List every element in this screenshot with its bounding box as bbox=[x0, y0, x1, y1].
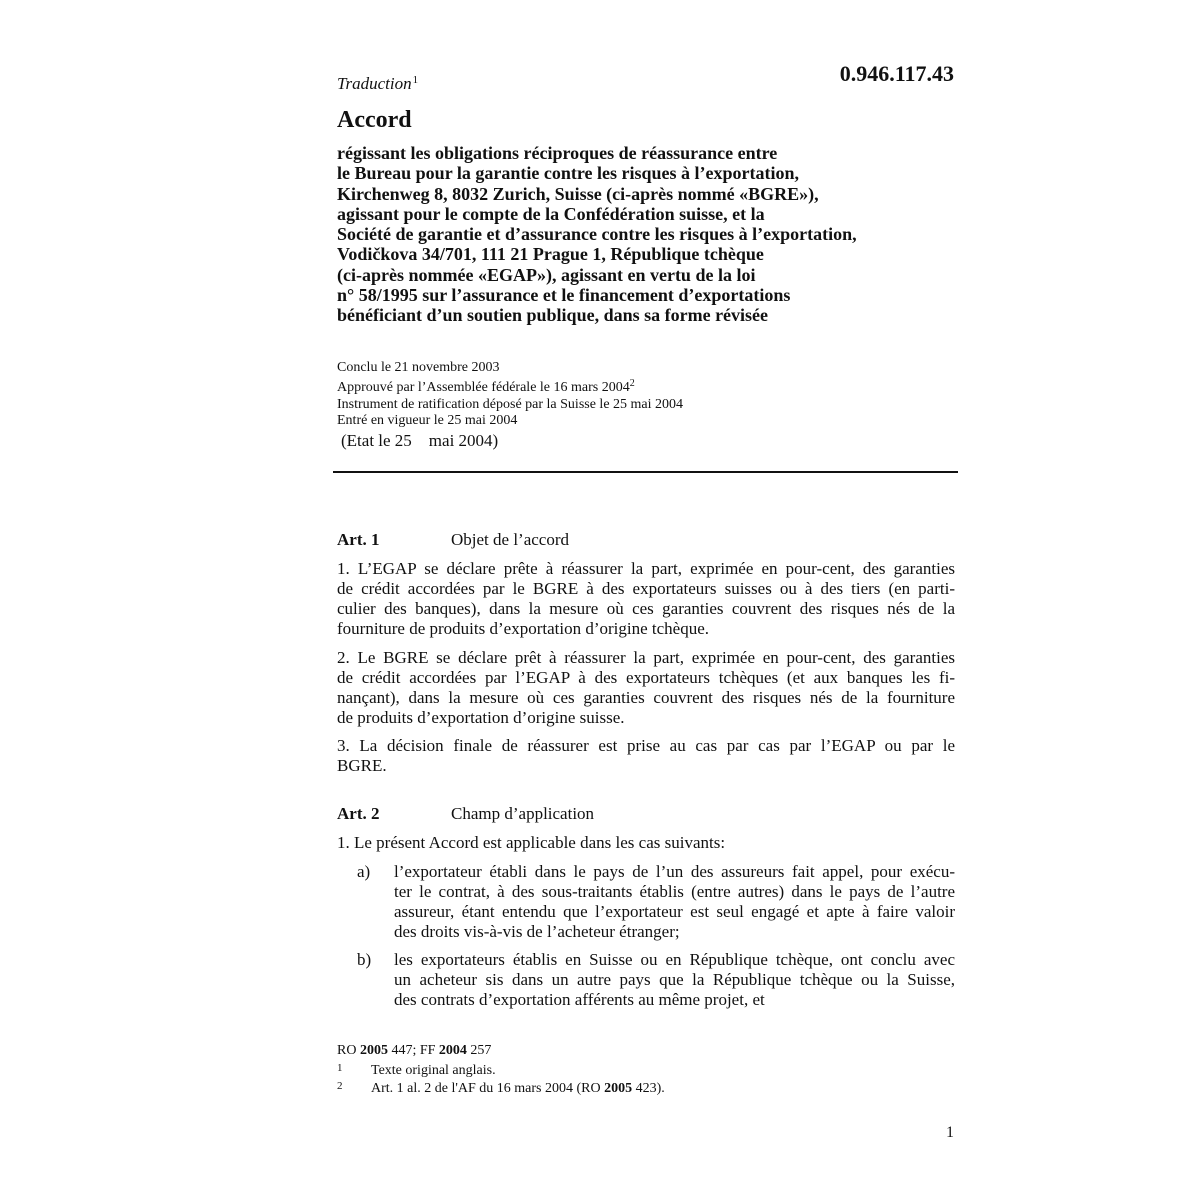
paragraph-line: des droits vis-à-vis de l’acheteur étranger; bbox=[394, 922, 680, 941]
paragraph-line: culier des banques), dans la mesure où ces garanties couvrent des risques nés de la bbox=[337, 599, 955, 618]
footnote-year: 2005 bbox=[604, 1081, 633, 1096]
paragraph-line: des contrats d’exportation afférents au même projet, et bbox=[394, 990, 765, 1009]
footnote-number: 1 bbox=[337, 1062, 343, 1074]
article-2-paragraph-1 bbox=[337, 833, 955, 853]
subtitle-line: le Bureau pour la garantie contre les risques à l’exportation, bbox=[337, 163, 799, 184]
paragraph-line: l’exportateur établi dans le pays de l’un des assureurs fait appel, pour exécu- bbox=[394, 862, 955, 881]
subtitle-line: Société de garantie et d’assurance contre les risques à l’exportation, bbox=[337, 224, 857, 245]
list-item-text bbox=[394, 950, 955, 1010]
subtitle-line: régissant les obligations réciproques de réassurance entre bbox=[337, 143, 778, 163]
article-title: Objet de l’accord bbox=[451, 530, 569, 549]
list-item-b bbox=[357, 950, 955, 1010]
footnote-number: 2 bbox=[337, 1080, 343, 1092]
translation-label bbox=[337, 74, 418, 94]
ro-year: 2005 bbox=[359, 1043, 388, 1058]
ff-page: 257 bbox=[466, 1043, 492, 1058]
article-number: Art. 1 bbox=[337, 530, 380, 549]
subtitle-line: bénéficiant d’un soutien publique, dans sa forme révisée bbox=[337, 305, 769, 326]
list-item-text bbox=[394, 862, 955, 942]
ro-prefix: RO bbox=[337, 1043, 360, 1058]
paragraph-line: un acheteur sis dans un autre pays que la République tchèque ou la Suisse, bbox=[394, 970, 955, 989]
article-2-heading bbox=[337, 804, 594, 824]
translation-text: Traduction bbox=[337, 74, 412, 93]
entry-into-force-date: Entré en vigueur le 25 mai 2004 bbox=[337, 412, 518, 428]
systematic-number: 0.946.117.43 bbox=[839, 61, 954, 86]
paragraph-line: 1. L’EGAP se déclare prête à réassurer la part, exprimée en pour-cent, des garanties bbox=[337, 559, 955, 578]
official-publication-reference bbox=[337, 1043, 491, 1059]
paragraph-line: assureur, étant entendu que l’exportateur est seul engagé et apte à faire valoir bbox=[394, 902, 955, 921]
article-1-heading bbox=[337, 530, 569, 550]
status-date: (Etat le 25 mai 2004) bbox=[341, 431, 499, 450]
article-number: Art. 2 bbox=[337, 804, 380, 823]
paragraph-line: nançant), dans la mesure où ces garanties couvrent des risques nés de la fourniture bbox=[337, 688, 955, 707]
paragraph-line: de crédit accordées par l’EGAP à des exportateurs tchèques (et aux banques les fi- bbox=[337, 668, 955, 687]
subtitle-line: Vodičkova 34/701, 111 21 Prague 1, République tchèque bbox=[337, 244, 764, 265]
paragraph-line: 1. Le présent Accord est applicable dans les cas suivants: bbox=[337, 833, 726, 852]
article-1-paragraph-2 bbox=[337, 648, 955, 728]
ff-year: 2004 bbox=[438, 1043, 467, 1058]
header-divider bbox=[333, 471, 958, 473]
approved-text: Approuvé par l’Assemblée fédérale le 16 mars 2004 bbox=[337, 380, 630, 396]
document-metadata bbox=[337, 360, 683, 429]
list-item-label: a) bbox=[357, 862, 371, 881]
paragraph-line: 2. Le BGRE se déclare prêt à réassurer la part, exprimée en pour-cent, des garanties bbox=[337, 648, 955, 667]
ratification-date: Instrument de ratification déposé par la Suisse le 25 mai 2004 bbox=[337, 396, 684, 412]
footnote-ref-1[interactable]: 1 bbox=[412, 74, 419, 86]
paragraph-line: BGRE. bbox=[337, 756, 387, 775]
list-item-a bbox=[357, 862, 955, 942]
paragraph-line: de crédit accordées par le BGRE à des exportateurs suisses ou à des tiers (en parti- bbox=[337, 579, 955, 598]
document-title: Accord bbox=[337, 107, 412, 133]
concluded-date: Conclu le 21 novembre 2003 bbox=[337, 360, 500, 375]
list-item-label: b) bbox=[357, 950, 372, 969]
paragraph-line: 3. La décision finale de réassurer est prise au cas par cas par l’EGAP ou par le bbox=[337, 736, 955, 755]
article-title: Champ d’application bbox=[451, 804, 595, 823]
paragraph-line: ter le contrat, à des sous-traitants établis (entre autres) dans le pays de l’autre bbox=[394, 882, 955, 901]
footnote-text: Texte original anglais. bbox=[371, 1063, 496, 1078]
approved-date bbox=[337, 376, 683, 396]
paragraph-line: de produits d’exportation d’origine suisse. bbox=[337, 708, 625, 727]
page-number: 1 bbox=[946, 1124, 954, 1141]
ro-page: 447; FF bbox=[387, 1043, 439, 1058]
footnote-2 bbox=[337, 1080, 665, 1097]
subtitle-line: n° 58/1995 sur l’assurance et le financement d’exportations bbox=[337, 285, 791, 306]
footnote-1 bbox=[337, 1062, 496, 1079]
footnote-ref-2[interactable]: 2 bbox=[629, 378, 635, 390]
paragraph-line: fourniture de produits d’exportation d’origine tchèque. bbox=[337, 619, 709, 638]
subtitle-line: Kirchenweg 8, 8032 Zurich, Suisse (ci-après nommé «BGRE»), bbox=[337, 183, 819, 204]
article-1-paragraph-1 bbox=[337, 559, 955, 639]
footnote-text-end: 423). bbox=[632, 1081, 665, 1096]
document-subtitle bbox=[337, 143, 957, 326]
footnote-text: Art. 1 al. 2 de l'AF du 16 mars 2004 (RO bbox=[371, 1081, 605, 1096]
article-1-paragraph-3 bbox=[337, 736, 955, 776]
paragraph-line: les exportateurs établis en Suisse ou en République tchèque, ont conclu avec bbox=[394, 950, 955, 969]
subtitle-line: agissant pour le compte de la Confédération suisse, et la bbox=[337, 203, 765, 224]
subtitle-line: (ci-après nommée «EGAP»), agissant en vertu de la loi bbox=[337, 264, 756, 285]
